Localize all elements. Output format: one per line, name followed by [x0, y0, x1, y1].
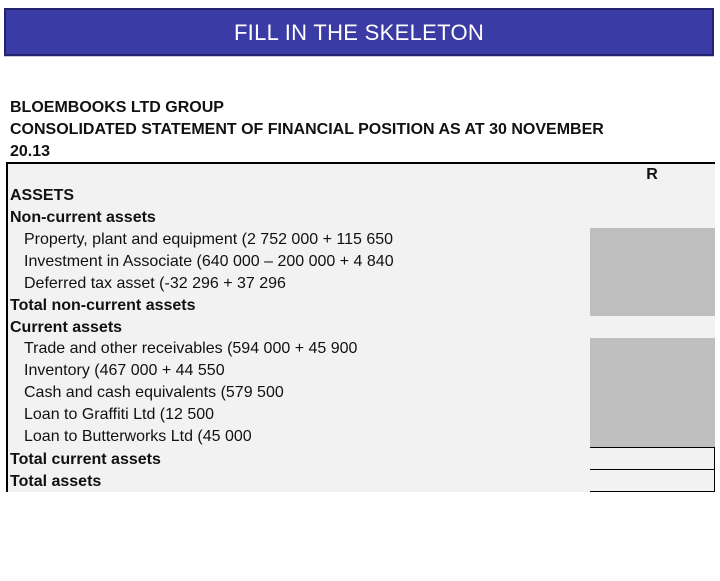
- table-top-border: [6, 162, 715, 164]
- row-current-assets: Current assets: [10, 319, 123, 336]
- statement-title-line-1: CONSOLIDATED STATEMENT OF FINANCIAL POSITION AS AT 30 NOVEMBER: [10, 121, 604, 138]
- row-investment-in-associate: Investment in Associate (640 000 – 200 000 + 4 840: [24, 253, 394, 270]
- title-banner: [4, 8, 714, 56]
- statement-title-line-2: 20.13: [10, 143, 51, 160]
- row-cash-equivalents: Cash and cash equivalents (579 500: [24, 384, 284, 401]
- row-loan-butterworks: Loan to Butterworks Ltd (45 000: [24, 428, 252, 445]
- row-total-current-assets: Total current assets: [10, 451, 161, 468]
- totals-right-border: [714, 448, 715, 492]
- row-property-plant-equipment: Property, plant and equipment (2 752 000 + 115 650: [24, 231, 394, 248]
- banner-title: FILL IN THE SKELETON: [233, 20, 485, 45]
- statement-heading: [10, 97, 710, 163]
- row-total-assets: Total assets: [10, 473, 102, 490]
- row-non-current-assets: Non-current assets: [10, 209, 156, 226]
- row-total-non-current-assets: Total non-current assets: [10, 297, 196, 314]
- non-current-amounts-area[interactable]: [590, 228, 715, 316]
- total-current-assets-top-line: [590, 447, 715, 448]
- company-name: BLOEMBOOKS LTD GROUP: [10, 99, 224, 116]
- table-left-border: [6, 162, 8, 492]
- row-loan-graffiti: Loan to Graffiti Ltd (12 500: [24, 406, 215, 423]
- row-deferred-tax-asset: Deferred tax asset (-32 296 + 37 296: [24, 275, 286, 292]
- total-current-assets-bottom-line: [590, 469, 715, 470]
- row-inventory: Inventory (467 000 + 44 550: [24, 362, 225, 379]
- currency-header: R: [646, 166, 658, 183]
- row-assets: ASSETS: [10, 187, 75, 204]
- total-assets-bottom-line: [590, 491, 715, 492]
- row-trade-receivables: Trade and other receivables (594 000 + 45 900: [24, 340, 358, 357]
- current-amounts-area[interactable]: [590, 338, 715, 448]
